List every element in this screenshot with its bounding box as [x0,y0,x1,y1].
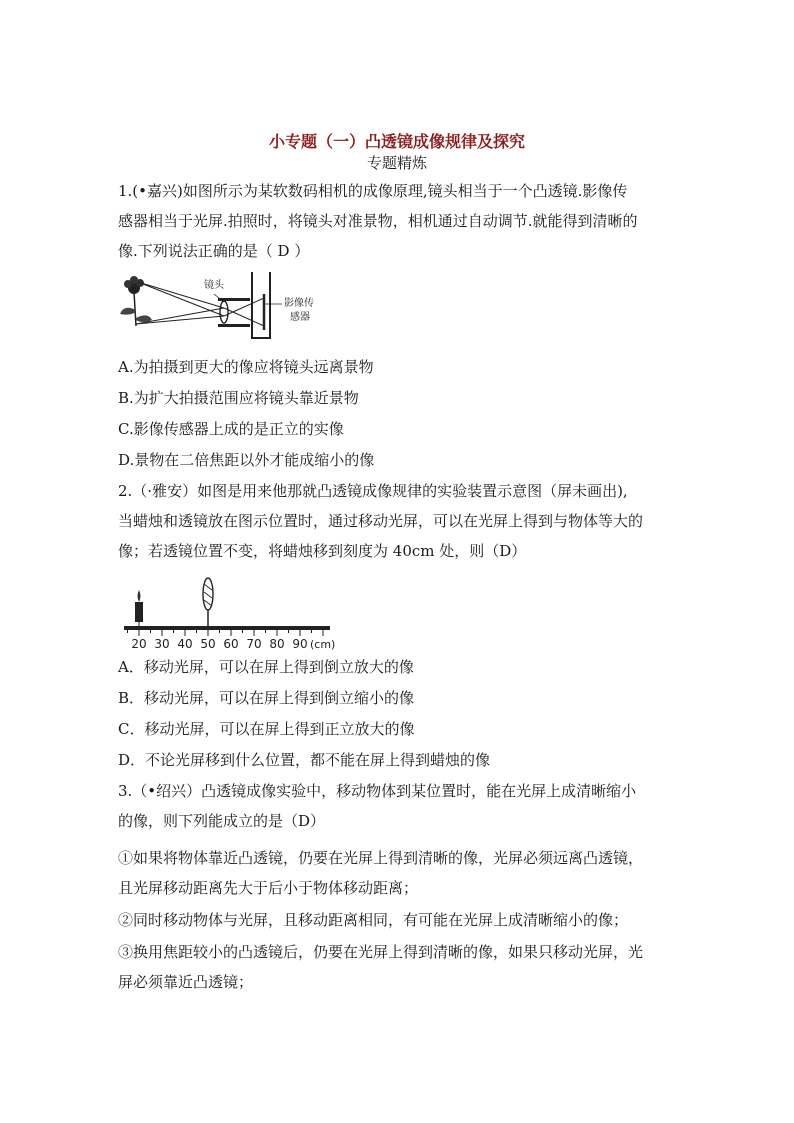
ruler-tick-label: 20 [131,637,147,651]
sensor-label-1: 影像传 [284,298,314,309]
candle-icon [135,590,143,626]
q1-stem-line-1: 1.(•嘉兴)如图所示为某软数码相机的成像原理,镜头相当于一个凸透镜.影像传 [118,182,628,200]
ruler-tick-label: 30 [154,637,170,651]
q3-stem-line-2: 的像，则下列能成立的是（D） [118,812,326,830]
q1-option-b: B.为扩大拍摄范围应将镜头靠近景物 [118,389,359,407]
ruler-unit-label: (cm) [310,638,336,651]
lens-label: 镜头 [204,280,224,291]
ruler-tick-label: 70 [246,637,262,651]
q2-option-c: C．移动光屏，可以在屏上得到正立放大的像 [118,720,415,738]
q1-stem-line-2: 感器相当于光屏.拍照时，将镜头对准景物，相机通过自动调节.就能得到清晰的 [118,212,638,230]
q3-statement-3-line-1: ③换用焦距较小的凸透镜后，仍要在光屏上得到清晰的像，如果只移动光屏，光 [118,943,644,961]
q3-statement-1-line-2: 且光屏移动距离先大于后小于物体移动距离； [118,879,419,897]
ruler-tick-label: 50 [200,637,216,651]
q3-statement-3-line-2: 屏必须靠近凸透镜； [118,973,254,991]
q3-statement-2: ②同时移动物体与光屏，且移动距离相同，有可能在光屏上成清晰缩小的像； [118,911,629,929]
q1-option-a: A.为拍摄到更大的像应将镜头远离景物 [118,358,374,376]
q2-option-b: B．移动光屏，可以在屏上得到倒立缩小的像 [118,689,415,707]
ruler-labels [131,637,335,651]
q2-option-a: A．移动光屏，可以在屏上得到倒立放大的像 [118,658,414,676]
ruler-tick-label: 80 [269,637,285,651]
q1-option-d: D.景物在二倍焦距以外才能成缩小的像 [118,451,375,469]
q2-option-d: D．不论光屏移到什么位置，都不能在屏上得到蜡烛的像 [118,751,491,769]
q1-stem-line-3: 像.下列说法正确的是（ D ） [118,242,310,260]
q3-stem-line-1: 3.（•绍兴）凸透镜成像实验中，移动物体到某位置时，能在光屏上成清晰缩小 [118,782,637,800]
q2-stem-line-2: 当蜡烛和透镜放在图示位置时，通过移动光屏，可以在光屏上得到与物体等大的 [118,512,644,530]
ruler-tick-label: 60 [223,637,239,651]
lens-icon [220,301,228,323]
q1-option-c: C.影像传感器上成的是正立的实像 [118,420,344,438]
camera-body [252,272,270,338]
sensor-label-2: 感器 [290,312,310,323]
q3-statement-1-line-1: ①如果将物体靠近凸透镜，仍要在光屏上得到清晰的像，光屏必须远离凸透镜， [118,849,644,867]
lens-icon [203,578,213,626]
ruler-tick-label: 40 [177,637,193,651]
q2-stem-line-3: 像；若透镜位置不变，将蜡烛移到刻度为 40cm 处，则（D） [118,542,527,560]
q2-stem-line-1: 2.（·雅安）如图是用来他那就凸透镜成像规律的实验装置示意图（屏未画出), [118,482,628,500]
ruler-tick-label: 90 [292,637,308,651]
flower-icon [120,276,152,326]
camera-diagram [118,268,328,344]
ruler-bar [124,626,330,630]
ruler-ticks [128,630,324,636]
page-subtitle: 专题精炼 [366,154,427,172]
page-title: 小专题（一）凸透镜成像规律及探究 [268,132,525,151]
optical-bench-diagram [118,574,338,652]
